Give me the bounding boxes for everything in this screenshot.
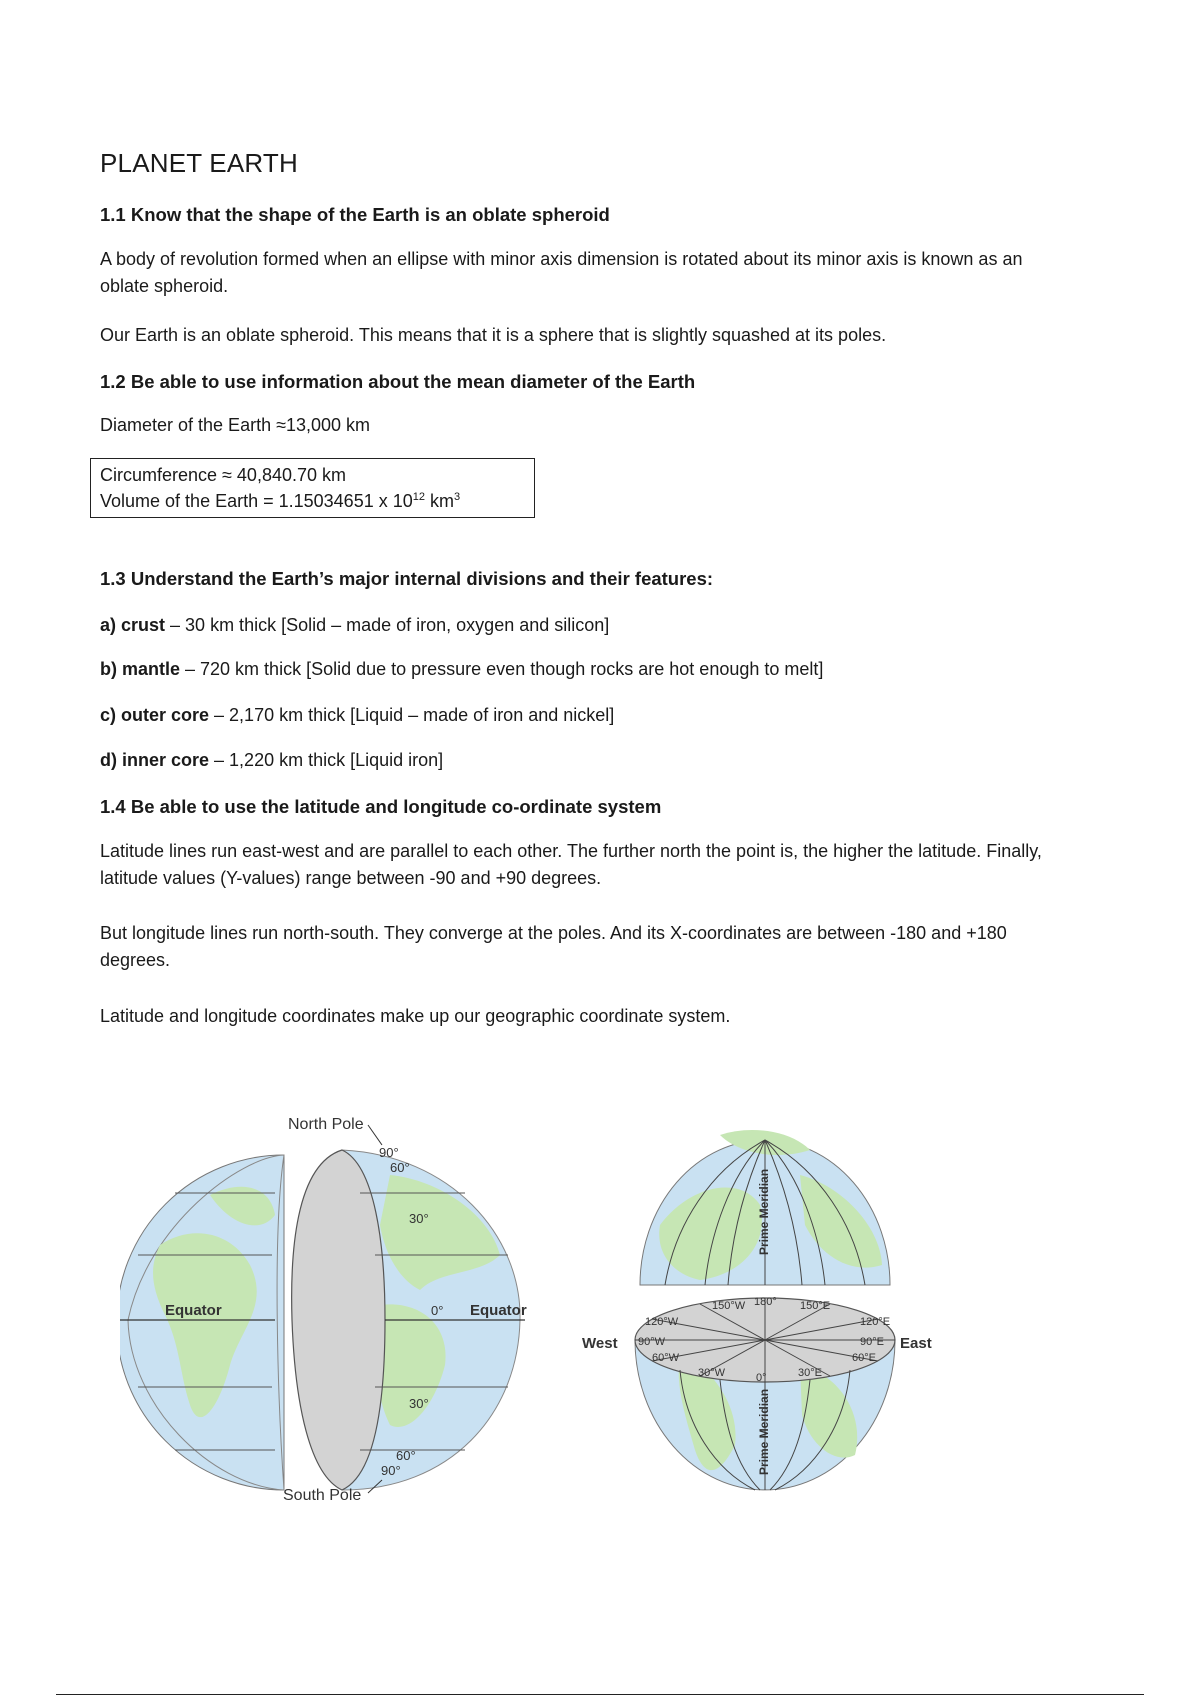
lon-120w-label: 120°W bbox=[645, 1316, 679, 1328]
longitude-globe bbox=[582, 1130, 932, 1490]
longitude-paragraph: But longitude lines run north-south. They converge at the poles. And its X-coordinates are between -180 and +180 degrees. bbox=[100, 923, 1007, 970]
latitude-cut-plane bbox=[292, 1150, 385, 1490]
latitude-paragraph: Latitude lines run east-west and are parallel to each other. The further north the point is, the higher the latitude. Finally, latitude values (Y-values) range between -90 and +90 degrees. bbox=[100, 841, 1042, 888]
south-pole-label: South Pole bbox=[283, 1487, 362, 1500]
lat-30n-label: 30° bbox=[409, 1211, 429, 1226]
lat-0-label: 0° bbox=[431, 1303, 444, 1318]
lat-90s-label: 90° bbox=[381, 1463, 401, 1478]
prime-meridian-label-top: Prime Meridian bbox=[757, 1168, 771, 1255]
equator-label-right: Equator bbox=[470, 1302, 527, 1319]
list-item-inner-core: d) inner core – 1,220 km thick [Liquid iron] bbox=[100, 750, 444, 770]
lon-90w-label: 90°W bbox=[638, 1336, 666, 1348]
west-label: West bbox=[582, 1335, 618, 1352]
section-1-4-heading: 1.4 Be able to use the latitude and longitude co-ordinate system bbox=[100, 796, 662, 817]
latitude-globe bbox=[120, 1116, 527, 1500]
lon-30w-label: 30°W bbox=[698, 1367, 726, 1379]
lon-0-label: 0° bbox=[756, 1372, 767, 1384]
north-pole-label: North Pole bbox=[288, 1116, 364, 1133]
section-1-2-heading: 1.2 Be able to use information about the mean diameter of the Earth bbox=[100, 371, 696, 392]
section-1-1-paragraph-1: A body of revolution formed when an ellipse with minor axis dimension is rotated about its minor axis is known as an oblate spheroid. bbox=[100, 249, 1023, 296]
prime-meridian-label-bottom: Prime Meridian bbox=[757, 1388, 771, 1475]
lat-90n-label: 90° bbox=[379, 1145, 399, 1160]
circumference-text: Circumference ≈ 40,840.70 km bbox=[100, 465, 346, 485]
earth-measurements-box bbox=[90, 458, 535, 518]
latitude-longitude-figure bbox=[120, 1105, 940, 1500]
lon-120e-label: 120°E bbox=[860, 1316, 891, 1328]
lon-150w-label: 150°W bbox=[712, 1300, 746, 1312]
list-item-crust: a) crust – 30 km thick [Solid – made of iron, oxygen and silicon] bbox=[100, 615, 610, 635]
section-1-1-paragraph-2: Our Earth is an oblate spheroid. This means that it is a sphere that is slightly squashed at its poles. bbox=[100, 325, 887, 345]
section-1-3-heading: 1.3 Understand the Earth’s major internal divisions and their features: bbox=[100, 568, 714, 589]
list-item-mantle: b) mantle – 720 km thick [Solid due to pressure even though rocks are hot enough to melt] bbox=[100, 659, 824, 679]
section-1-1-heading: 1.1 Know that the shape of the Earth is an oblate spheroid bbox=[100, 204, 610, 225]
lat-60n-label: 60° bbox=[390, 1160, 410, 1175]
diameter-text: Diameter of the Earth ≈13,000 km bbox=[100, 415, 371, 435]
lat-30s-label: 30° bbox=[409, 1396, 429, 1411]
lon-60w-label: 60°W bbox=[652, 1352, 680, 1364]
lon-60e-label: 60°E bbox=[852, 1352, 876, 1364]
coordinate-system-paragraph: Latitude and longitude coordinates make up our geographic coordinate system. bbox=[100, 1006, 731, 1026]
lon-180-label: 180° bbox=[754, 1296, 777, 1308]
lat-60s-label: 60° bbox=[396, 1448, 416, 1463]
list-item-outer-core: c) outer core – 2,170 km thick [Liquid – made of iron and nickel] bbox=[100, 705, 615, 725]
lon-150e-label: 150°E bbox=[800, 1300, 831, 1312]
lon-90e-label: 90°E bbox=[860, 1336, 884, 1348]
volume-text: Volume of the Earth = 1.15034651 x $10^{12}$ $km^3$ bbox=[100, 491, 461, 511]
footer-rule bbox=[56, 1694, 1144, 1695]
page-title: PLANET EARTH bbox=[100, 148, 298, 178]
equator-label-left: Equator bbox=[165, 1302, 222, 1319]
lon-30e-label: 30°E bbox=[798, 1367, 822, 1379]
east-label: East bbox=[900, 1335, 932, 1352]
